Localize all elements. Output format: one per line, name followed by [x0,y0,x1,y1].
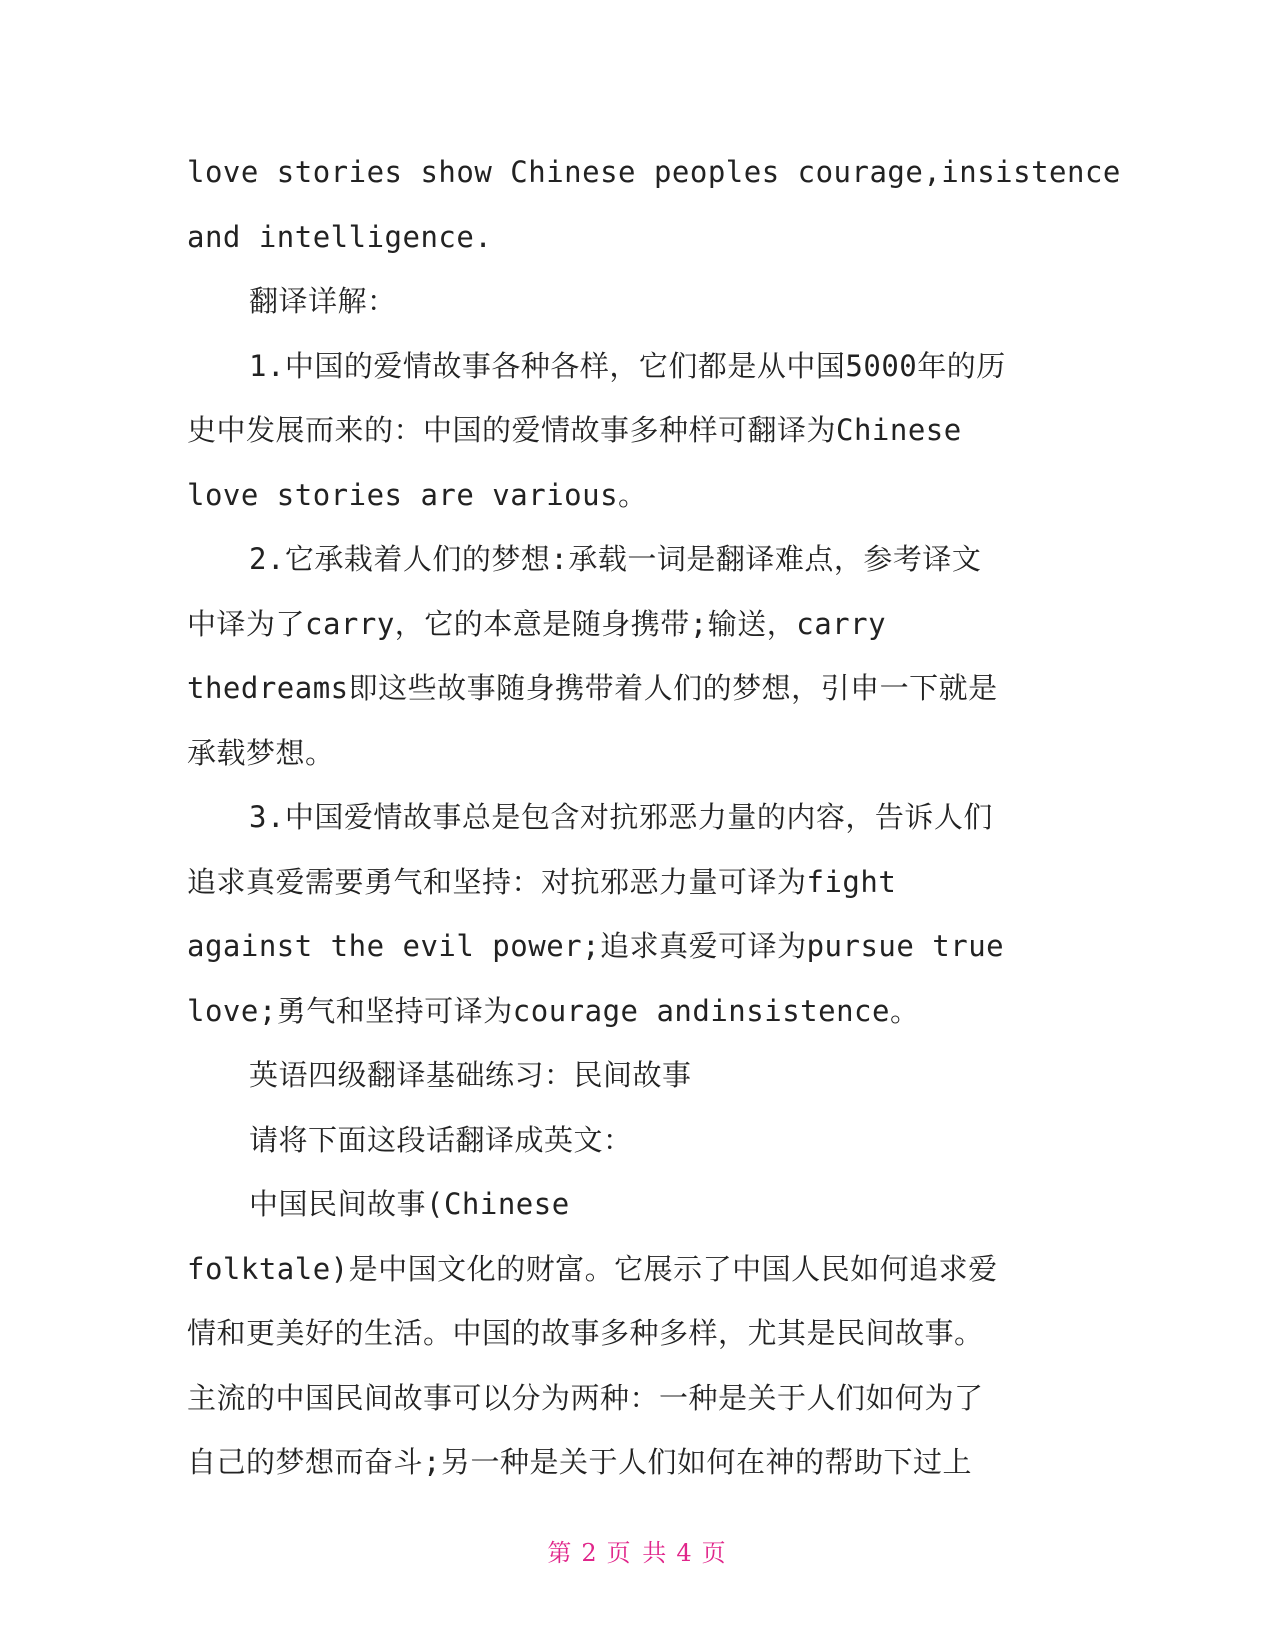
current-page-number: 2 [581,1539,599,1567]
text-line: 史中发展而来的：中国的爱情故事多种样可翻译为Chinese [187,413,962,447]
text-line: 中译为了carry，它的本意是随身携带;输送，carry [187,606,887,641]
text-line: love stories are various。 [187,477,648,512]
text-line: 2.它承栽着人们的梦想:承载一词是翻译难点，参考译文 [249,542,982,576]
text-line: 1.中国的爱情故事各种各样，它们都是从中国5000年的历 [249,348,1006,383]
section-heading: 英语四级翻译基础练习：民间故事 [249,1058,692,1092]
section-heading: 翻译详解： [249,284,397,318]
page-footer [0,1533,1275,1568]
document-body [187,140,1121,1495]
text-line: 自己的梦想而奋斗;另一种是关于人们如何在神的帮助下过上 [187,1445,972,1479]
text-line: 情和更美好的生活。中国的故事多种多样，尤其是民间故事。 [187,1316,984,1350]
footer-middle: 页 共 [606,1539,669,1567]
text-line: 中国民间故事(Chinese [249,1187,570,1221]
footer-prefix: 第 [547,1539,574,1567]
text-line: love;勇气和坚持可译为courage andinsistence。 [187,993,920,1028]
text-line: against the evil power;追求真爱可译为pursue true [187,929,1005,963]
text-line: folktale)是中国文化的财富。它展示了中国人民如何追求爱 [187,1251,998,1286]
total-pages-number: 4 [676,1539,694,1567]
text-line: thedreams即这些故事随身携带着人们的梦想，引申一下就是 [187,671,998,705]
footer-suffix: 页 [701,1539,728,1567]
text-line: 3.中国爱情故事总是包含对抗邪恶力量的内容，告诉人们 [249,800,993,834]
text-line: 承载梦想。 [187,735,335,770]
text-line: 主流的中国民间故事可以分为两种：一种是关于人们如何为了 [187,1380,984,1415]
text-line: love stories show Chinese peoples courage,insistence [187,155,1121,189]
text-line: and intelligence. [187,219,493,254]
text-line: 请将下面这段话翻译成英文： [249,1122,633,1157]
text-line: 追求真爱需要勇气和坚持：对抗邪恶力量可译为fight [187,864,897,899]
